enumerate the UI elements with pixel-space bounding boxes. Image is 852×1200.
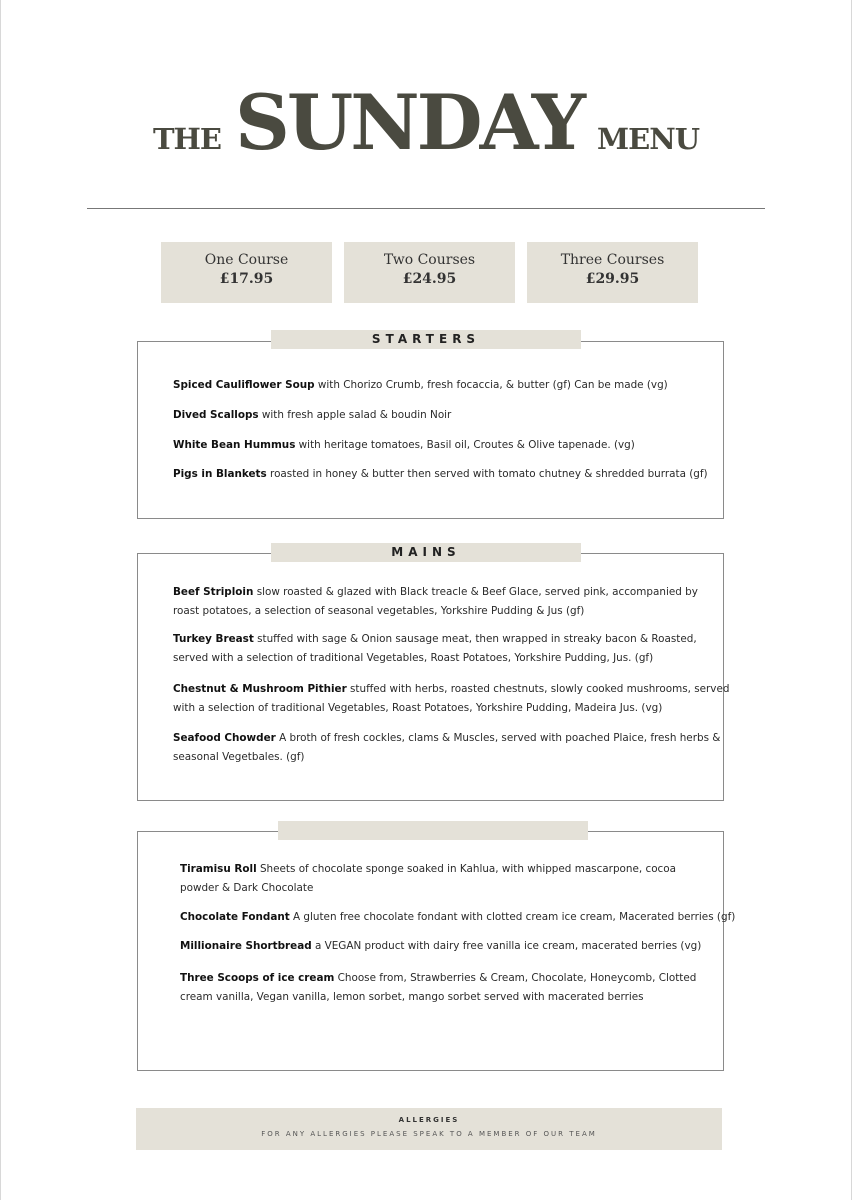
item-desc-line2: roast potatoes, a selection of seasonal vegetables, Yorkshire Pudding & Jus (gf) <box>173 604 585 617</box>
price-box-three-courses <box>527 242 698 303</box>
allergies-banner <box>136 1108 722 1150</box>
title-divider <box>87 208 765 209</box>
main-item <box>173 630 697 667</box>
price-value: £29.95 <box>585 271 640 287</box>
starter-item <box>173 376 668 395</box>
price-label: Two Courses <box>383 252 476 268</box>
item-desc: stuffed with herbs, roasted chestnuts, slowly cooked mushrooms, served <box>346 683 730 695</box>
item-name: Chestnut & Mushroom Pithier <box>173 683 347 695</box>
item-desc-line2: cream vanilla, Vegan vanilla, lemon sorbet, mango sorbet served with macerated berries <box>180 990 644 1003</box>
dessert-item <box>180 860 676 897</box>
item-desc-line2: powder & Dark Chocolate <box>180 881 314 894</box>
dessert-item <box>180 937 701 956</box>
main-item <box>173 583 698 620</box>
menu-title <box>0 78 852 167</box>
item-desc: Choose from, Strawberries & Cream, Chocolate, Honeycomb, Clotted <box>334 972 697 984</box>
item-desc-line2: seasonal Vegetbales. (gf) <box>173 750 305 763</box>
starters-heading: STARTERS <box>271 330 581 349</box>
item-name: Beef Striploin <box>173 586 254 598</box>
item-desc: with Chorizo Crumb, fresh focaccia, & butter (gf) Can be made (vg) <box>314 379 668 391</box>
item-desc: A gluten free chocolate fondant with clotted cream ice cream, Macerated berries (gf) <box>289 911 736 923</box>
starters-section <box>137 341 724 519</box>
title-post: MENU <box>597 122 700 156</box>
price-value: £17.95 <box>219 271 274 287</box>
item-name: Seafood Chowder <box>173 732 276 744</box>
price-value: £24.95 <box>402 271 457 287</box>
item-desc: stuffed with sage & Onion sausage meat, then wrapped in streaky bacon & Roasted, <box>253 633 697 645</box>
dessert-item <box>180 969 696 1006</box>
item-name: Pigs in Blankets <box>173 468 267 480</box>
item-name: Chocolate Fondant <box>180 911 290 923</box>
price-label: One Course <box>204 252 289 268</box>
title-main: SUNDAY <box>235 78 584 167</box>
allergies-text: FOR ANY ALLERGIES PLEASE SPEAK TO A MEMBER OF OUR TEAM <box>261 1130 597 1138</box>
starter-item <box>173 406 451 425</box>
price-box-one-course <box>161 242 332 303</box>
item-name: Turkey Breast <box>173 633 254 645</box>
item-desc: A broth of fresh cockles, clams & Muscles, served with poached Plaice, fresh herbs & <box>275 732 721 744</box>
title-pre: THE <box>152 122 222 156</box>
item-desc: Sheets of chocolate sponge soaked in Kahlua, with whipped mascarpone, cocoa <box>256 863 676 875</box>
item-desc: a VEGAN product with dairy free vanilla ice cream, macerated berries (vg) <box>311 940 702 952</box>
item-desc: with heritage tomatoes, Basil oil, Croutes & Olive tapenade. (vg) <box>295 439 635 451</box>
dessert-item <box>180 908 735 927</box>
item-desc: slow roasted & glazed with Black treacle & Beef Glace, served pink, accompanied by <box>253 586 698 598</box>
item-desc-line2: served with a selection of traditional Vegetables, Roast Potatoes, Yorkshire Pudding, Jus. (gf) <box>173 651 654 664</box>
item-name: Dived Scallops <box>173 409 259 421</box>
main-item <box>173 680 729 717</box>
item-desc: roasted in honey & butter then served with tomato chutney & shredded burrata (gf) <box>266 468 708 480</box>
item-name: Tiramisu Roll <box>180 863 257 875</box>
item-desc: with fresh apple salad & boudin Noir <box>258 409 452 421</box>
mains-heading: MAINS <box>271 543 581 562</box>
price-label: Three Courses <box>560 252 665 268</box>
page-edge-left <box>0 0 1 1200</box>
allergies-heading: ALLERGIES <box>398 1116 460 1124</box>
starter-item <box>173 465 708 484</box>
item-name: Three Scoops of ice cream <box>180 972 335 984</box>
item-name: White Bean Hummus <box>173 439 296 451</box>
desserts-heading <box>278 821 588 840</box>
starter-item <box>173 436 635 455</box>
item-name: Millionaire Shortbread <box>180 940 312 952</box>
price-box-two-courses <box>344 242 515 303</box>
main-item <box>173 729 720 766</box>
item-name: Spiced Cauliflower Soup <box>173 379 315 391</box>
item-desc-line2: with a selection of traditional Vegetables, Roast Potatoes, Yorkshire Pudding, Madeira Jus. (vg) <box>173 701 663 714</box>
